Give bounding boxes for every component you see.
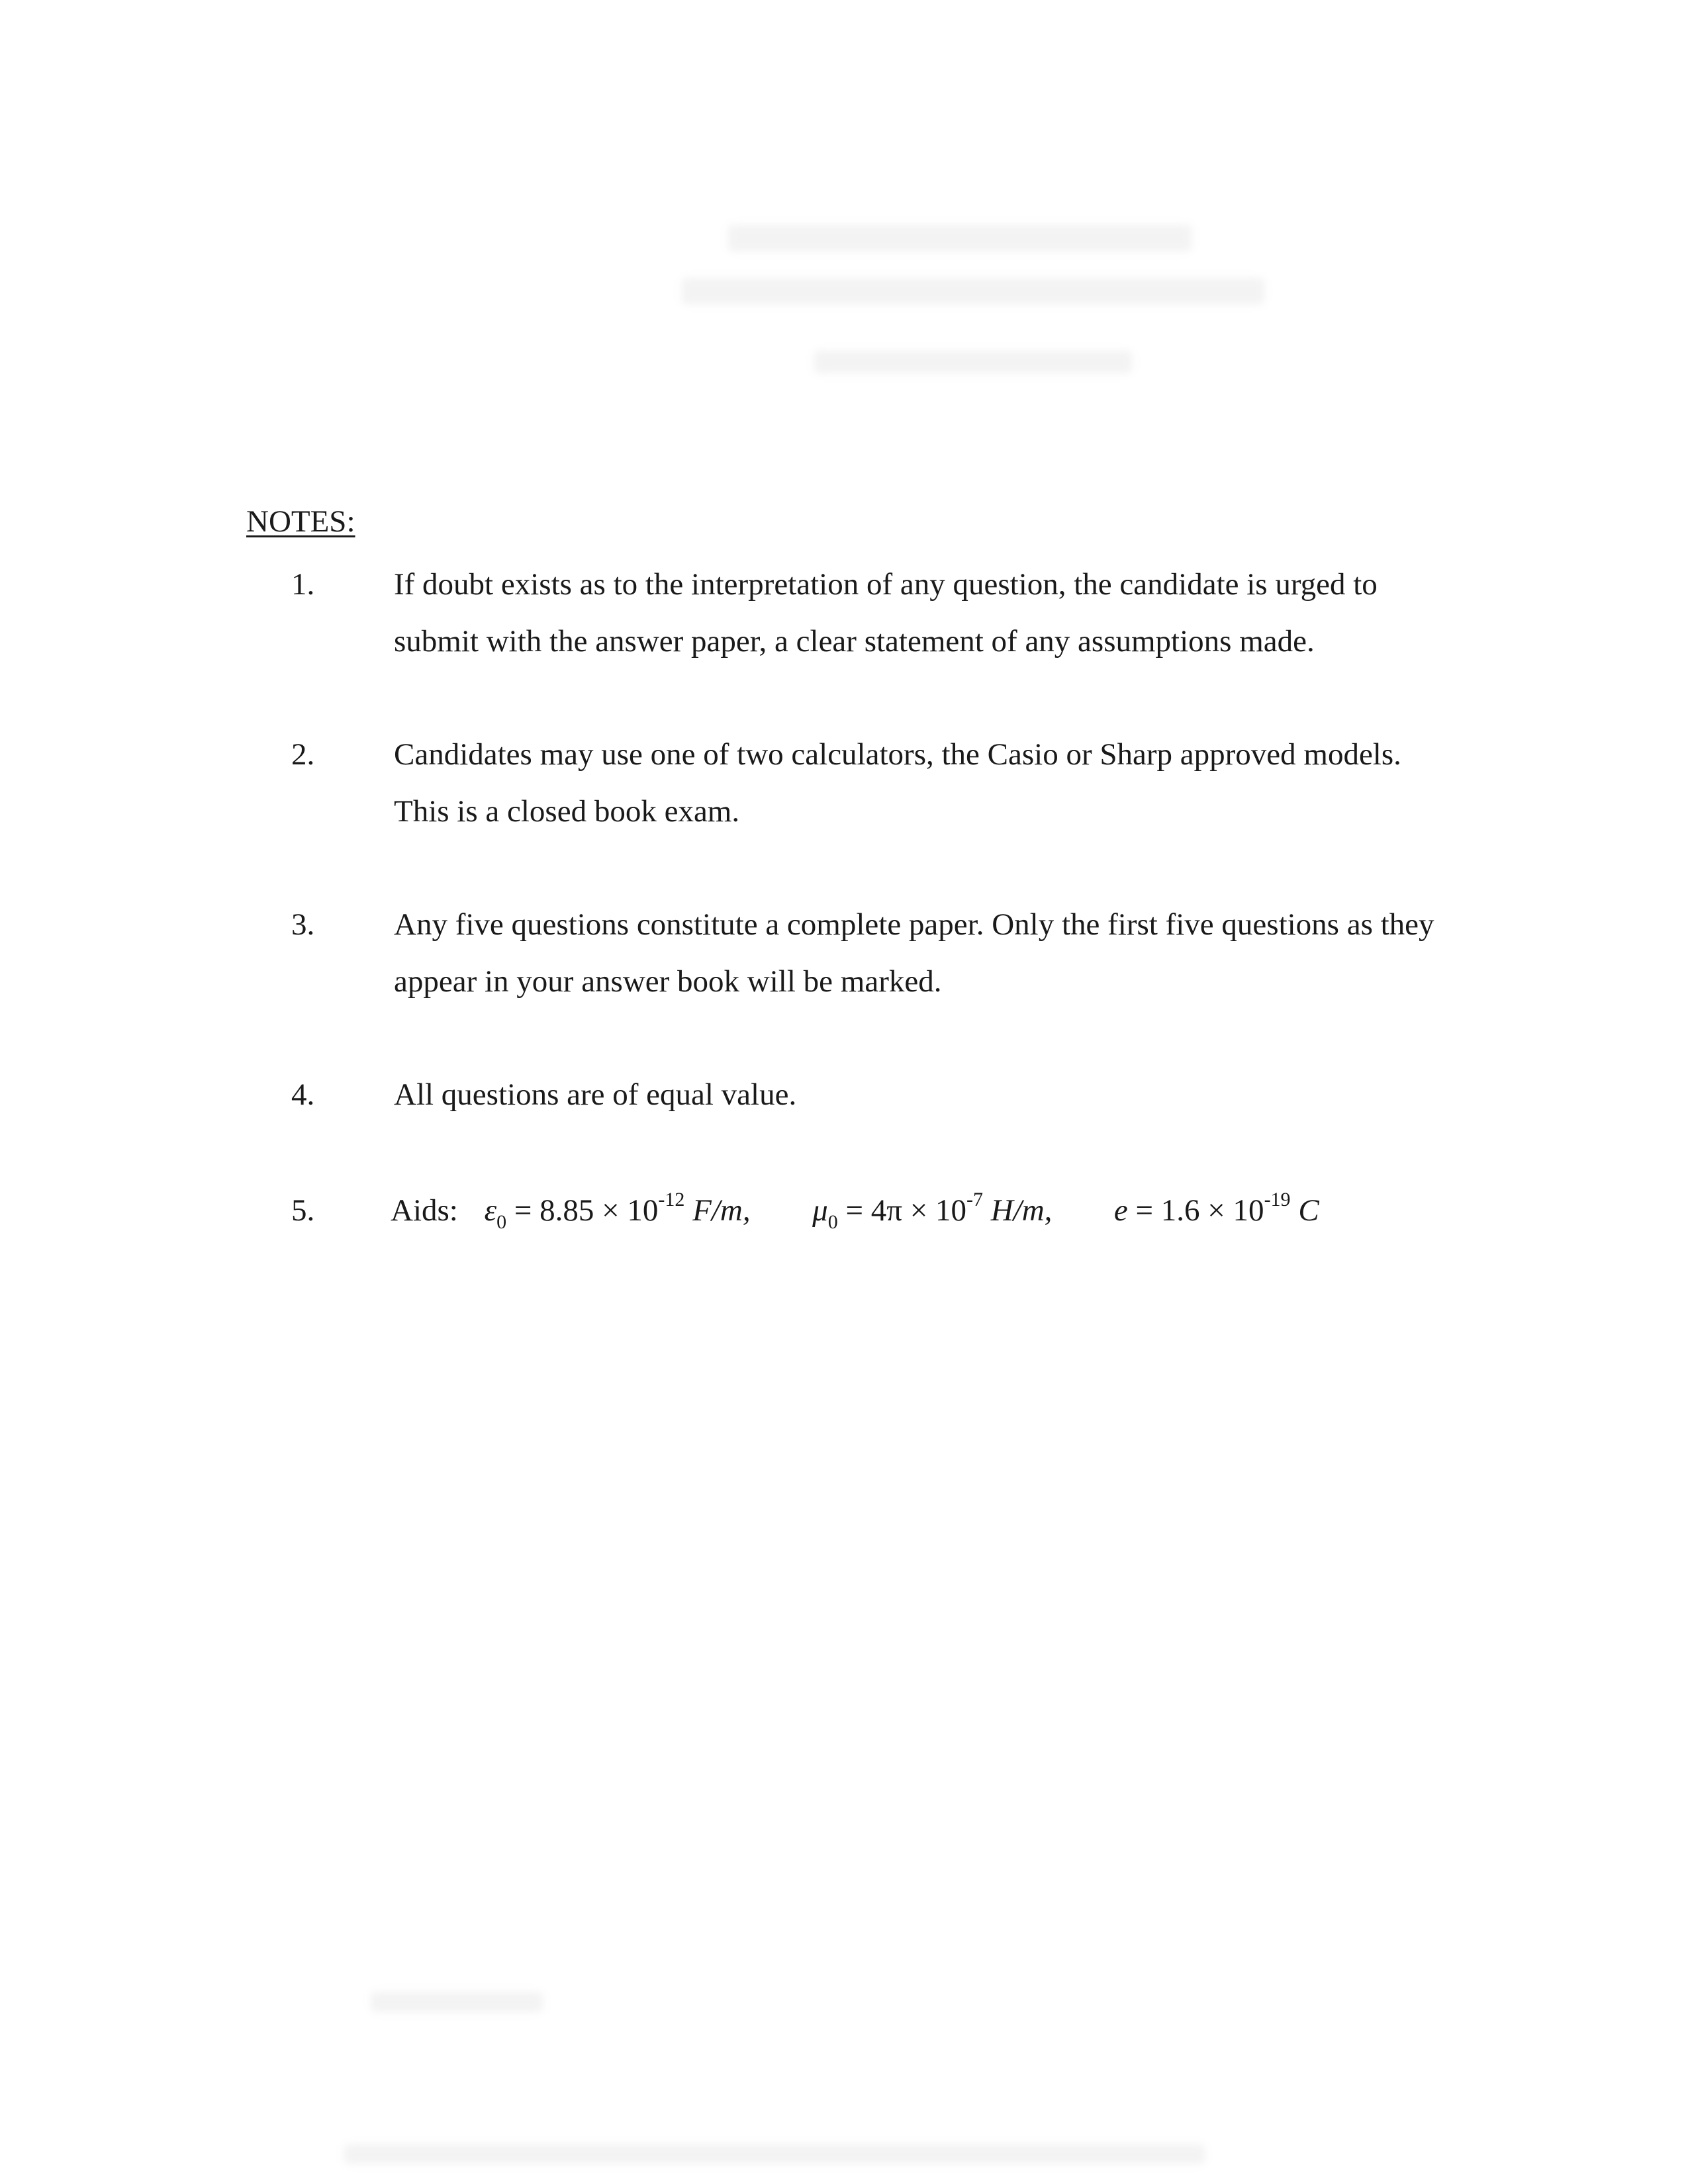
aids-label: Aids: — [391, 1193, 458, 1228]
mu-unit: H/m, — [982, 1193, 1053, 1228]
note-number: 3. — [291, 907, 315, 942]
electron-charge-constant — [1113, 1189, 1319, 1228]
e-exponent: -19 — [1264, 1189, 1291, 1210]
permeability-constant — [812, 1189, 1053, 1233]
e-value: = 1.6 × 10 — [1127, 1193, 1264, 1228]
scan-bleed-through — [814, 351, 1132, 373]
note-number: 4. — [291, 1077, 315, 1112]
note-number: 5. — [291, 1193, 315, 1228]
note-line: appear in your answer book will be marked. — [394, 964, 942, 999]
epsilon-value: = 8.85 × 10 — [506, 1193, 659, 1228]
note-text — [394, 556, 1532, 670]
e-symbol: e — [1113, 1193, 1128, 1228]
note-line: Candidates may use one of two calculators, the Casio or Sharp approved models. — [394, 737, 1401, 772]
note-line: All questions are of equal value. — [394, 1077, 797, 1112]
note-line: This is a closed book exam. — [394, 794, 740, 829]
note-line: submit with the answer paper, a clear statement of any assumptions made. — [394, 624, 1315, 659]
scan-bleed-through — [682, 278, 1264, 304]
note-text — [394, 1066, 1532, 1123]
note-text — [394, 726, 1532, 840]
mu-exponent: -7 — [966, 1189, 983, 1210]
scan-bleed-through — [728, 225, 1192, 251]
e-unit: C — [1290, 1193, 1319, 1228]
epsilon-symbol: ε — [484, 1193, 497, 1228]
note-line: Any five questions constitute a complete paper. Only the first five questions as they — [394, 907, 1434, 942]
note-number: 1. — [291, 567, 315, 602]
note-number: 2. — [291, 737, 315, 772]
notes-heading: NOTES: — [246, 504, 355, 539]
scan-bleed-through — [344, 2144, 1205, 2164]
mu-symbol: μ — [812, 1193, 828, 1228]
permittivity-constant — [484, 1189, 751, 1233]
mu-subscript: 0 — [827, 1211, 838, 1233]
note-text — [394, 896, 1532, 1010]
aids-constants — [391, 1182, 1319, 1239]
epsilon-exponent: -12 — [658, 1189, 685, 1210]
scan-bleed-through — [371, 1992, 543, 2012]
epsilon-unit: F/m, — [684, 1193, 751, 1228]
epsilon-subscript: 0 — [496, 1211, 507, 1233]
note-line: If doubt exists as to the interpretation of any question, the candidate is urged to — [394, 567, 1378, 602]
mu-value: = 4π × 10 — [837, 1193, 966, 1228]
